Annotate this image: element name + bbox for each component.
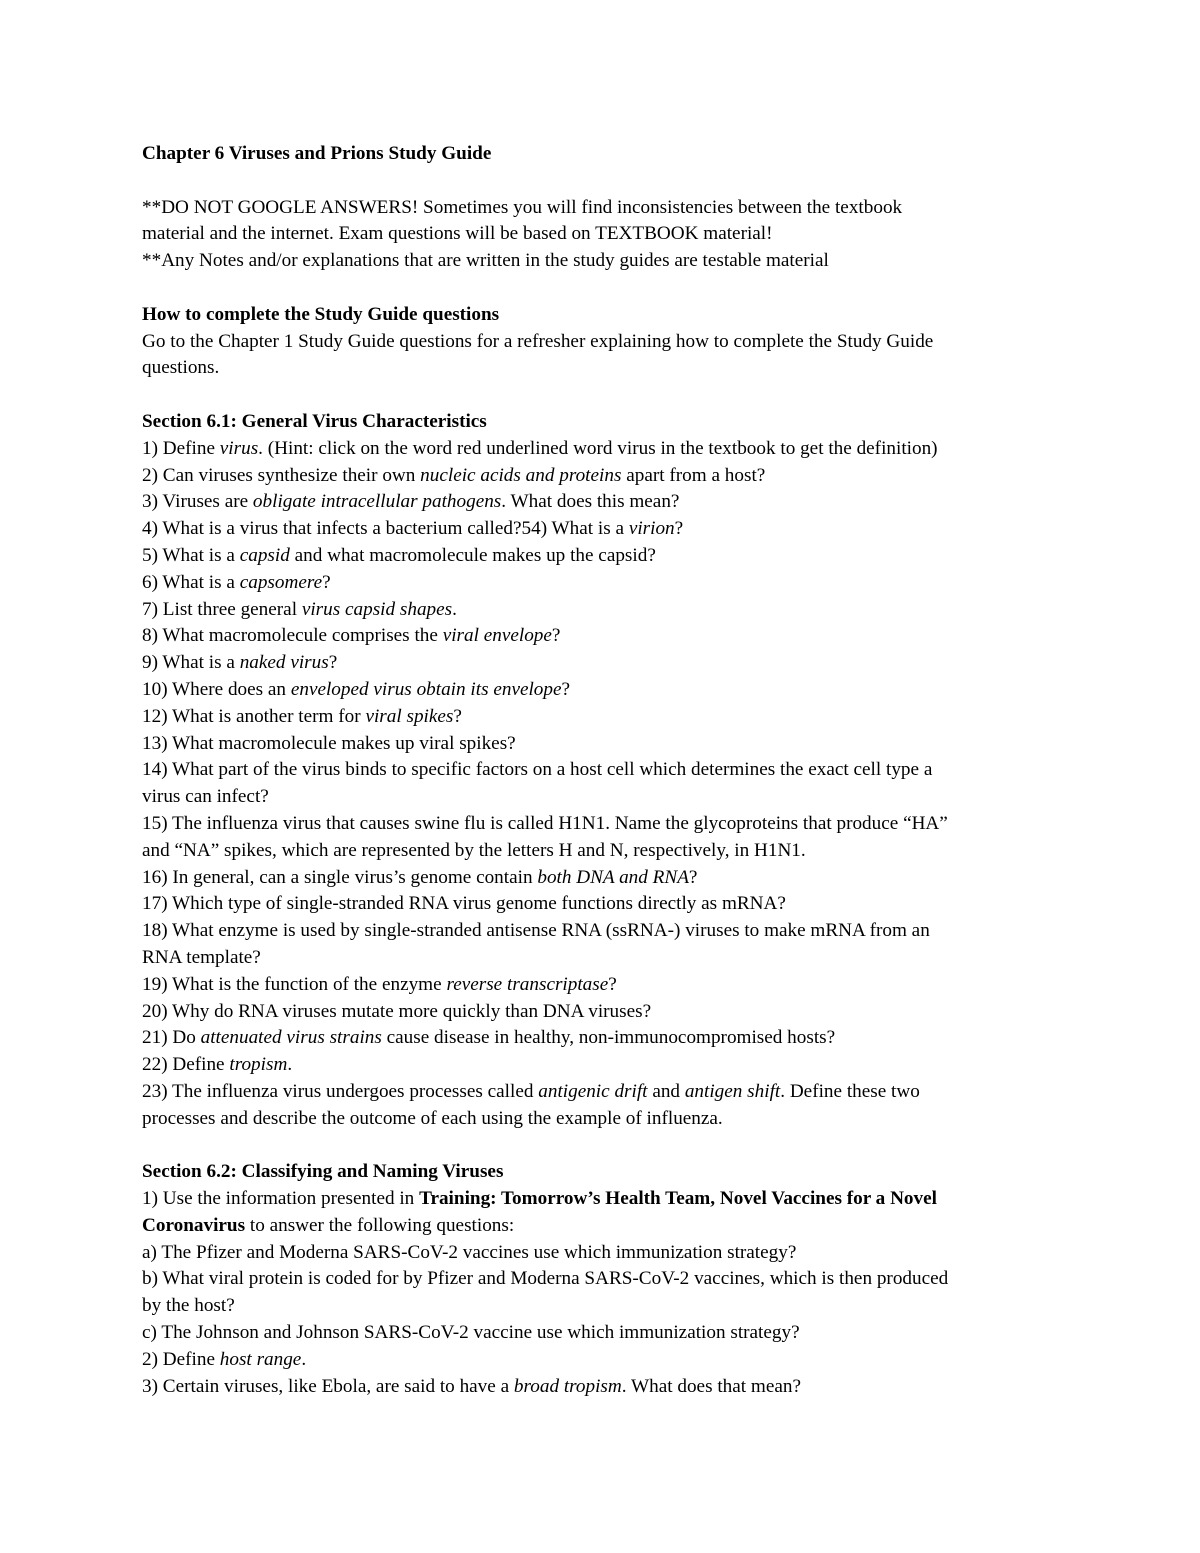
spacer: [142, 1132, 1062, 1159]
spacer: [142, 275, 1062, 302]
question-6-1-16: 16) In general, can a single virus’s genome contain both DNA and RNA?: [142, 866, 698, 888]
question-6-1-13: 13) What macromolecule makes up viral spikes?: [142, 732, 516, 754]
question-6-1-20: 20) Why do RNA viruses mutate more quickly than DNA viruses?: [142, 1000, 652, 1022]
question-6-2-1c: c) The Johnson and Johnson SARS-CoV-2 vaccine use which immunization strategy?: [142, 1322, 800, 1344]
question-6-1-8: 8) What macromolecule comprises the viral envelope?: [142, 625, 561, 647]
question-6-1-15-line-1: 15) The influenza virus that causes swine flu is called H1N1. Name the glycoproteins that produce “HA”: [142, 812, 948, 834]
question-6-2-1-line-1: 1) Use the information presented in Training: Tomorrow’s Health Team, Novel Vaccines for a Novel: [142, 1188, 937, 1210]
warning-note-line-1: **DO NOT GOOGLE ANSWERS! Sometimes you will find inconsistencies between the textbook: [142, 196, 903, 218]
question-6-1-4: 4) What is a virus that infects a bacterium called?54) What is a virion?: [142, 518, 684, 540]
testable-note: **Any Notes and/or explanations that are written in the study guides are testable material: [142, 250, 829, 272]
question-6-2-1-line-2: Coronavirus to answer the following questions:: [142, 1214, 515, 1236]
section-6-2-heading: Section 6.2: Classifying and Naming Viruses: [142, 1161, 504, 1183]
document-title: Chapter 6 Viruses and Prions Study Guide: [142, 143, 492, 164]
how-to-line-1: Go to the Chapter 1 Study Guide questions for a refresher explaining how to complete the Study Guide: [142, 330, 934, 352]
question-6-2-1b-line-2: by the host?: [142, 1295, 235, 1317]
question-6-1-2: 2) Can viruses synthesize their own nucleic acids and proteins apart from a host?: [142, 464, 766, 486]
question-6-1-19: 19) What is the function of the enzyme reverse transcriptase?: [142, 973, 617, 995]
question-6-1-22: 22) Define tropism.: [142, 1054, 293, 1076]
question-6-1-1: 1) Define virus. (Hint: click on the word red underlined word virus in the textbook to get the definition): [142, 437, 938, 459]
question-6-1-10: 10) Where does an enveloped virus obtain its envelope?: [142, 678, 571, 700]
question-6-1-15-line-2: and “NA” spikes, which are represented by the letters H and N, respectively, in H1N1.: [142, 839, 806, 861]
question-6-1-5: 5) What is a capsid and what macromolecule makes up the capsid?: [142, 544, 656, 566]
question-6-1-14-line-1: 14) What part of the virus binds to specific factors on a host cell which determines the exact cell type a: [142, 759, 933, 781]
spacer: [142, 382, 1062, 409]
document-page: [142, 141, 1062, 1400]
warning-note-line-2: material and the internet. Exam questions will be based on TEXTBOOK material!: [142, 223, 773, 245]
question-6-1-14-line-2: virus can infect?: [142, 786, 269, 808]
question-6-1-9: 9) What is a naked virus?: [142, 652, 338, 674]
question-6-1-18-line-1: 18) What enzyme is used by single-stranded antisense RNA (ssRNA-) viruses to make mRNA from an: [142, 920, 930, 942]
question-6-2-1a: a) The Pfizer and Moderna SARS-CoV-2 vaccines use which immunization strategy?: [142, 1241, 797, 1263]
question-6-1-6: 6) What is a capsomere?: [142, 571, 331, 593]
question-6-1-18-line-2: RNA template?: [142, 946, 261, 968]
question-6-1-21: 21) Do attenuated virus strains cause disease in healthy, non-immunocompromised hosts?: [142, 1027, 836, 1049]
question-6-1-23-line-1: 23) The influenza virus undergoes processes called antigenic drift and antigen shift. Define these two: [142, 1080, 920, 1102]
question-6-2-2: 2) Define host range.: [142, 1348, 307, 1370]
question-6-1-23-line-2: processes and describe the outcome of each using the example of influenza.: [142, 1107, 723, 1129]
spacer: [142, 168, 1062, 195]
question-6-1-7: 7) List three general virus capsid shapes.: [142, 598, 457, 620]
question-6-1-3: 3) Viruses are obligate intracellular pathogens. What does this mean?: [142, 491, 680, 513]
question-6-1-12: 12) What is another term for viral spikes?: [142, 705, 462, 727]
question-6-2-1b-line-1: b) What viral protein is coded for by Pfizer and Moderna SARS-CoV-2 vaccines, which is then produced: [142, 1268, 949, 1290]
question-6-1-17: 17) Which type of single-stranded RNA virus genome functions directly as mRNA?: [142, 893, 786, 915]
how-to-heading: How to complete the Study Guide questions: [142, 303, 500, 325]
how-to-line-2: questions.: [142, 357, 220, 379]
question-6-2-3: 3) Certain viruses, like Ebola, are said to have a broad tropism. What does that mean?: [142, 1375, 801, 1397]
section-6-1-heading: Section 6.1: General Virus Characteristics: [142, 410, 487, 432]
